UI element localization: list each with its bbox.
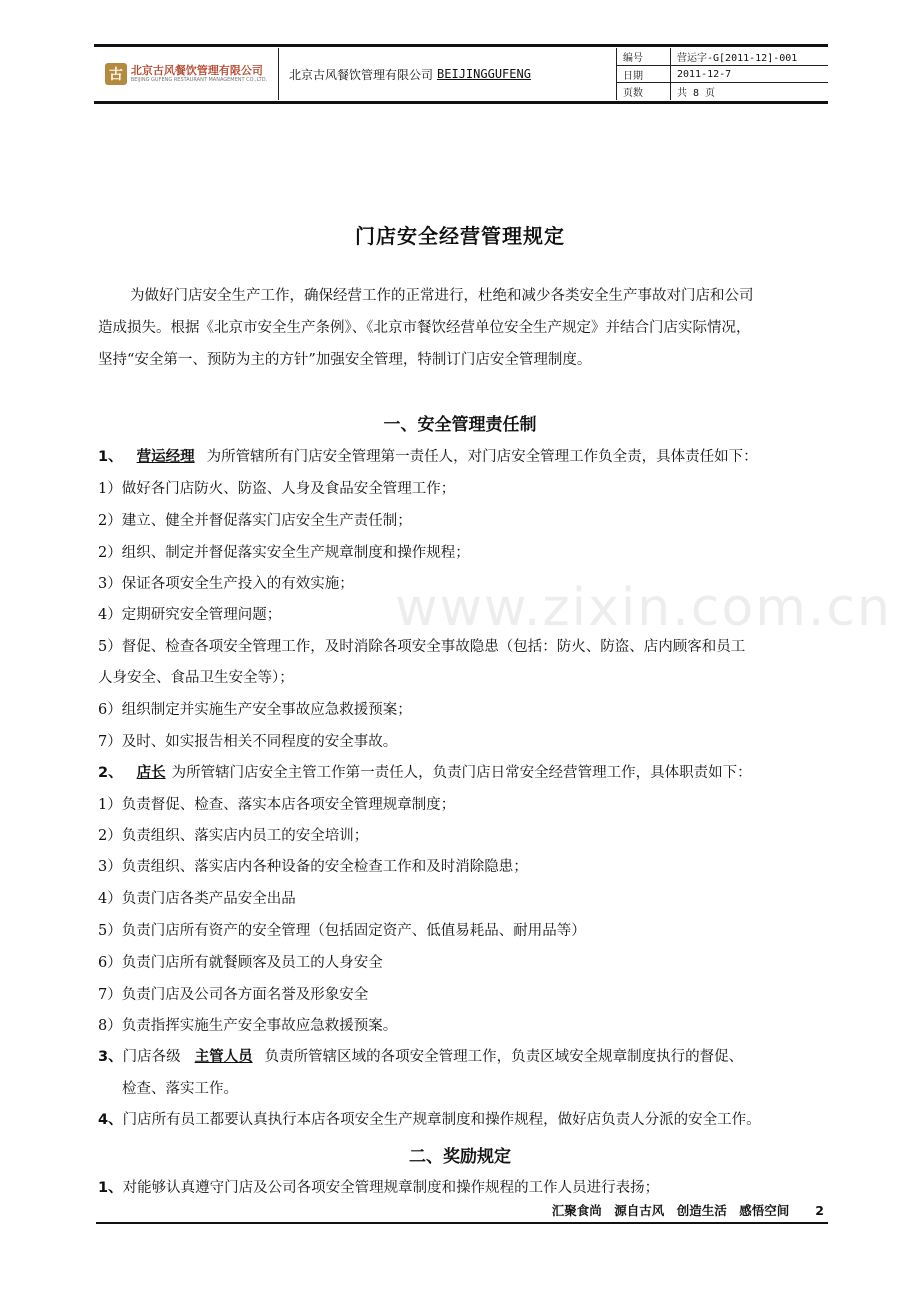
list-item: 7）及时、如实报告相关不同程度的安全事故。: [98, 734, 398, 750]
meta-row-date: [617, 66, 828, 84]
item-text: 对能够认真遵守门店及公司各项安全管理规章制度和操作规程的工作人员进行表扬；: [122, 1180, 660, 1196]
meta-row-pages: [617, 83, 828, 100]
list-item-continued: 人身安全、食品卫生安全等）；: [98, 670, 294, 686]
section-heading-1: 一、安全管理责任制: [383, 415, 537, 435]
intro-paragraph: [98, 280, 830, 376]
intro-line: 为做好门店安全生产工作，确保经营工作的正常进行，杜绝和减少各类安全生产事故对门店和公司: [130, 288, 754, 304]
company-name-cn: 北京古风餐饮管理有限公司: [289, 67, 434, 82]
meta-value: 2011-12-7: [677, 68, 732, 80]
meta-label: 编号: [617, 48, 671, 65]
company-name-cell: [279, 48, 617, 100]
item-text: 门店所有员工都要认真执行本店各项安全生产规章制度和操作规程，做好店负责人分派的安全工作。: [122, 1112, 761, 1128]
list-item: 3）保证各项安全生产投入的有效实施；: [98, 576, 354, 592]
item-4-heading: [98, 1110, 833, 1130]
item-2-heading: [98, 763, 833, 783]
page-number: 2: [815, 1203, 824, 1218]
item-3-continued: 检查、落实工作。: [122, 1081, 238, 1097]
list-item: 8）负责指挥实施生产安全事故应急救援预案。: [98, 1018, 398, 1034]
header-top-rule: [94, 44, 828, 47]
company-name-en: BEIJINGGUFENG: [437, 67, 531, 81]
role-name: 主管人员: [194, 1049, 253, 1065]
item-number: 2、: [98, 765, 123, 781]
meta-value: 共 8 页: [677, 88, 716, 100]
list-item: 6）负责门店所有就餐顾客及员工的人身安全: [98, 955, 383, 971]
document-header: [94, 48, 828, 100]
item-number: 3、: [98, 1049, 123, 1065]
list-item: 2）建立、健全并督促落实门店安全生产责任制；: [98, 513, 412, 529]
logo-mark-icon: 古: [105, 63, 127, 85]
document-meta-table: [617, 48, 828, 100]
meta-label: 日期: [617, 66, 671, 83]
logo-name-en: BEIJING GUFENG RESTAURANT MANAGEMENT CO.,LTD.: [130, 77, 268, 83]
logo-name-cn: 北京古风餐饮管理有限公司: [130, 64, 263, 77]
intro-line: 坚持“安全第一、预防为主的方针”加强安全管理，特制订门店安全管理制度。: [98, 352, 592, 368]
item-prefix: 门店各级: [122, 1049, 181, 1065]
list-item: 1）做好各门店防火、防盗、人身及食品安全管理工作；: [98, 481, 456, 497]
item-text: 为所管辖所有门店安全管理第一责任人，对门店安全管理工作负全责，具体责任如下：: [206, 449, 758, 465]
reward-item-1: [98, 1178, 833, 1198]
list-item: 4）负责门店各类产品安全出品: [98, 891, 296, 907]
item-text: 为所管辖门店安全主管工作第一责任人，负责门店日常安全经营管理工作，具体职责如下：: [171, 765, 752, 781]
item-number: 4、: [98, 1112, 123, 1128]
meta-row-number: [617, 48, 828, 66]
list-item: 4）定期研究安全管理问题；: [98, 607, 282, 623]
role-name: 营运经理: [136, 449, 195, 465]
list-item: 5）负责门店所有资产的安全管理（包括固定资产、低值易耗品、耐用品等）: [98, 923, 586, 939]
item-3-heading: [98, 1047, 833, 1067]
item-number: 1、: [98, 449, 123, 465]
header-bottom-rule: [94, 101, 828, 104]
list-item: 2）组织、制定并督促落实安全生产规章制度和操作规程；: [98, 545, 470, 561]
list-item: 7）负责门店及公司各方面名誉及形象安全: [98, 987, 369, 1003]
footer-rule: [96, 1222, 828, 1224]
meta-label: 页数: [617, 83, 671, 100]
list-item: 6）组织制定并实施生产安全事故应急救援预案；: [98, 702, 412, 718]
intro-line: 造成损失。根据《北京市安全生产条例》、《北京市餐饮经营单位安全生产规定》并结合门店实际情况，: [98, 320, 751, 336]
document-title: 门店安全经营管理规定: [355, 224, 565, 248]
meta-value: 营运字-G[2011-12]-001: [677, 52, 798, 64]
list-item: 5）督促、检查各项安全管理工作，及时消除各项安全事故隐患（包括：防火、防盗、店内顾客和员工: [98, 639, 746, 655]
section-heading-2: 二、奖励规定: [409, 1147, 511, 1167]
watermark: www.zixin.com.cn: [395, 578, 892, 638]
logo-cell: [94, 48, 279, 100]
role-name: 店长: [136, 765, 166, 781]
list-item: 3）负责组织、落实店内各种设备的安全检查工作和及时消除隐患；: [98, 859, 528, 875]
page-footer: [96, 1201, 828, 1219]
item-number: 1、: [98, 1180, 123, 1196]
list-item: 2）负责组织、落实店内员工的安全培训；: [98, 828, 369, 844]
company-logo: [105, 63, 267, 85]
item-1-heading: [98, 447, 833, 467]
item-text: 负责所管辖区域的各项安全管理工作，负责区域安全规章制度执行的督促、: [264, 1049, 744, 1065]
list-item: 1）负责督促、检查、落实本店各项安全管理规章制度；: [98, 797, 456, 813]
footer-slogan: 汇聚食尚 源自古风 创造生活 感悟空间: [551, 1203, 790, 1218]
